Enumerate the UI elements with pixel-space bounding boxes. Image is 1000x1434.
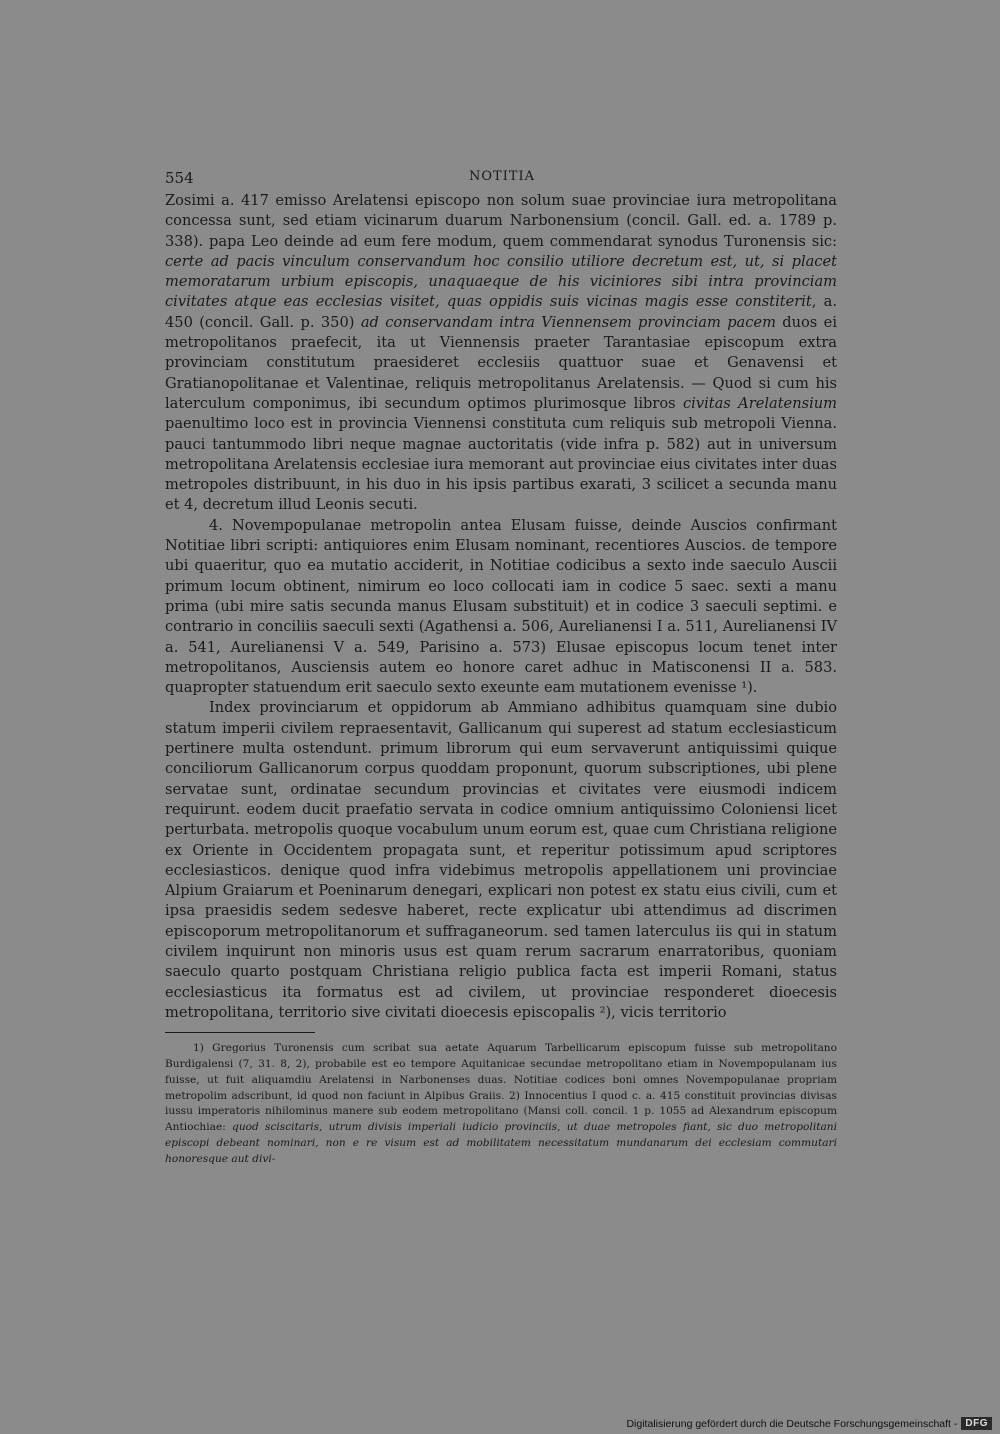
paragraph: [165, 191, 837, 516]
running-head: [165, 165, 837, 191]
text-run: 4. Novempopulanae metropolin antea Elusam fuisse, deinde Auscios confirmant Notitiae libri scripti: antiquiores enim Elusam nominant, recentiores Auscios. de tempore ubi quaeritur, quo ea mutatio acciderit, in Notitiae codicibus a sexto inde saeculo Auscii primum locum obtinent, nimirum eo loco collocati iam in codice 5 saec. sexti a manu prima (ubi mire satis secunda manus Elusam substituit) et in codice 3 saeculi septimi. e contrario in conciliis saeculi sexti (Agathensi a. 506, Aurelianensi I a. 511, Aurelianensi IV a. 541, Aurelianensi V a. 549, Parisino a. 573) Elusae episcopus locum tenet inter metropolitanos, Ausciensis autem eo honore caret adhuc in Matisconensi II a. 583. quapropter statuendum erit saeculo sexto exeunte eam mutationem evenisse ¹).: [165, 516, 837, 697]
text-run: Index provinciarum et oppidorum ab Ammiano adhibitus quamquam sine dubio statum imperii civilem repraesentavit, Gallicanum qui superest ad statum ecclesiasticum pertinere multa ostendunt. primum librorum qui eum servaverunt antiquissimi quique conciliorum Gallicanorum corpus quoddam proponunt, quorum subscriptiones, ubi plene servatae sunt, ordinatae secundum provincias et civitates vere eiusmodi indicem requirunt. eodem ducit praefatio servata in codice omnium antiquissimo Coloniensi licet perturbata. metropolis quoque vocabulum unum eorum est, quae cum Christiana religione ex Oriente in Occidentem propagata sunt, et reperitur potissimum apud scriptores ecclesiasticos. denique quod infra videbimus metropolis appellationem uni provinciae Alpium Graiarum et Poeninarum denegari, explicari non potest ex statu eius civili, cum et ipsa praesidis sedem sedesve haberet, recte explicatur ubi attendimus ad discrimen episcoporum metropolitanorum et suffraganeorum. sed tamen laterculus iis qui in statum civilem inquirunt non minoris usus est quam rerum sacrarum enarratoribus, quoniam saeculo quarto postquam Christiana religio publica facta est imperii Romani, status ecclesiasticus ita formatus est ad civilem, ut provinciae responderet dioecesis metropolitana, territorio sive civitati dioecesis episcopalis ²), vicis territorio: [165, 699, 837, 1021]
running-title: NOTITIA: [469, 169, 536, 184]
footnotes: [165, 1041, 837, 1167]
italic-run: ad conservandam intra Viennensem provinciam pacem: [360, 313, 776, 331]
italic-run: quod sciscitaris, utrum divisis imperiali iudicio provinciis, ut duae metropoles fiant, sic duo metropolitani episcopi debeant nominari, non e re visum est ad mobilitatem necessitatum mundanarum dei ecclesiam commutari honoresque aut divi-: [165, 1121, 837, 1165]
italic-run: civitas Arelatensium: [682, 394, 837, 412]
footnote-divider: [165, 1032, 315, 1033]
credit-text: Digitalisierung gefördert durch die Deutsche Forschungsgemeinschaft -: [626, 1417, 958, 1430]
text-run: duos ei metropolitanos praefecit, ita ut Viennensis praeter Tarantasiae episcopum extra provinciam constitutum praesideret ecclesiis quattuor suae et Genavensi et Gratianopolitanae et Valentinae, reliquis metropolitanus Arelatensis. — Quod si cum his laterculum componimus, ibi secundum optimos plurimosque libros: [165, 313, 837, 412]
text-run: , a. 450 (concil. Gall. p. 350): [165, 293, 837, 331]
digitization-credit: [626, 1417, 992, 1430]
dfg-logo: DFG: [961, 1417, 992, 1430]
text-run: paenultimo loco est in provincia Viennensi constituta cum reliquis sub metropoli Vienna. pauci tantummodo libri neque magnae auctoritatis (vide infra p. 582) aut in universum metropolitana Arelatensis ecclesiae iura memorant aut provinciae eius civitates inter duas metropoles distribuunt, in his duo in his ipsis partibus exarati, 3 scilicet a secunda manu et 4, decretum illud Leonis secuti.: [165, 415, 837, 514]
page-text-block: [165, 165, 837, 1168]
text-run: 1) Gregorius Turonensis cum scribat sua aetate Aquarum Tarbellicarum episcopum fuisse sub metropolitano Burdigalensi (7, 31. 8, 2), probabile est eo tempore Aquitanicae secundae metropolitano etiam in Novempopulanam ius fuisse, ut fuit aliquamdiu Arelatensi in Narbonenses duas. Notitiae codices boni omnes Novempopulanae propriam metropolim adscribunt, id quod non faciunt in Alpibus Graiis. 2) Innocentius I quod c. a. 415 constituit provincias divisas iussu imperatoris nihilominus manere sub eodem metropolitano (Mansi coll. concil. 1 p. 1055 ad Alexandrum episcopum Antiochiae:: [165, 1042, 837, 1134]
paragraph: [165, 516, 837, 699]
italic-run: certe ad pacis vinculum conservandum hoc consilio utiliore decretum est, ut, si placet memoratarum urbium episcopis, unaquaeque de his viciniores sibi intra provinciam civitates atque eas ecclesias visitet, quas oppidis suis vicinas magis esse constiterit: [165, 252, 837, 311]
text-run: Zosimi a. 417 emisso Arelatensi episcopo non solum suae provinciae iura metropolitana concessa sunt, sed etiam vicinarum duarum Narbonensium (concil. Gall. ed. a. 1789 p. 338). papa Leo deinde ad eum fere modum, quem commendarat synodus Turonensis sic:: [165, 192, 837, 250]
main-text: [165, 191, 837, 1023]
footnote: [165, 1041, 837, 1167]
page-number: 554: [165, 169, 194, 187]
paragraph: [165, 698, 837, 1023]
